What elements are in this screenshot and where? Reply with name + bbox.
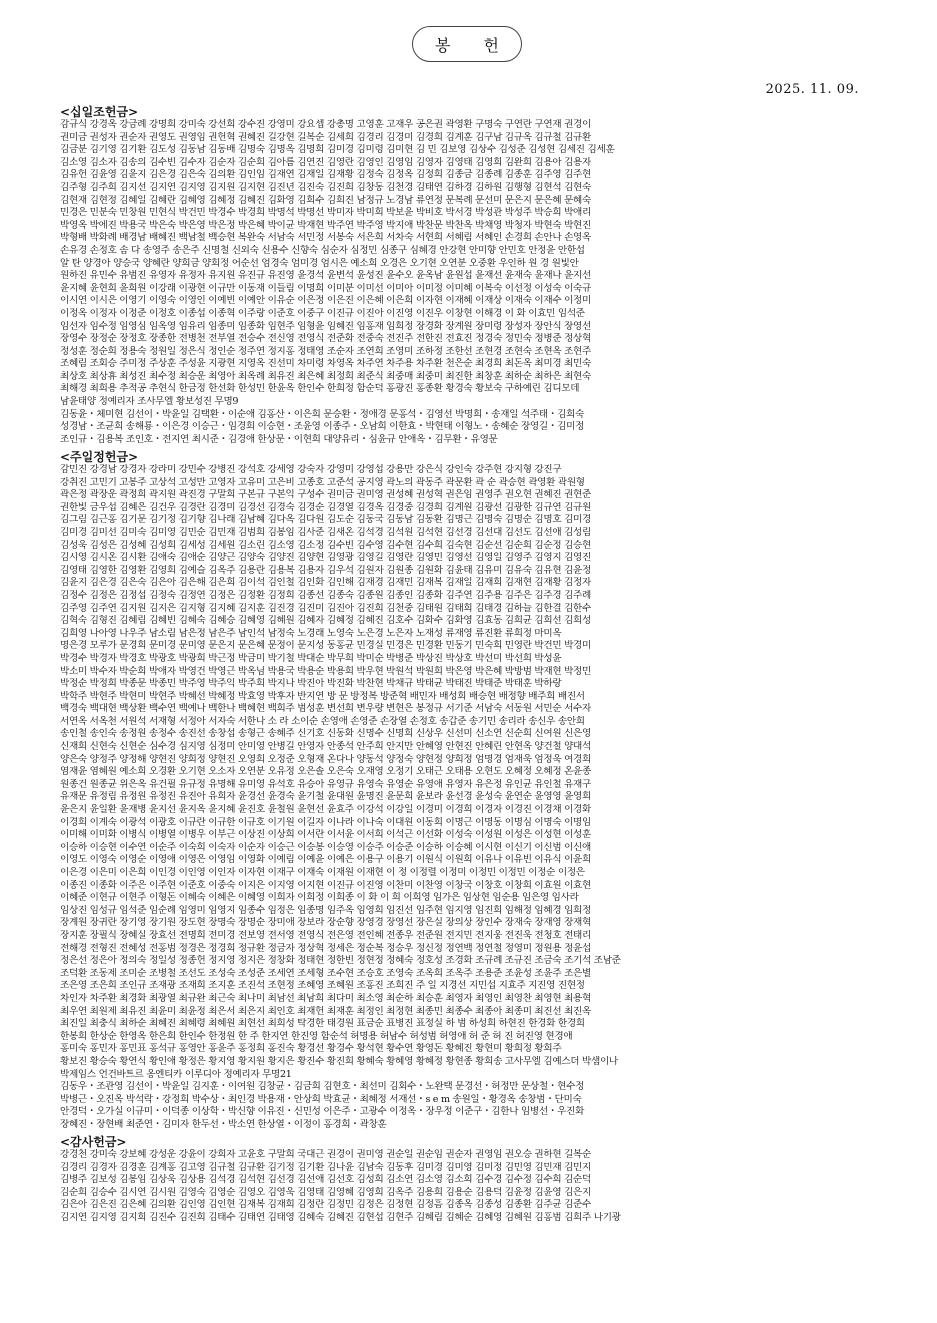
- name-line: 남윤태양 정예리자 조사무엘 황보성진 무명9: [60, 396, 239, 408]
- name-line: 박소미 박수자 박순희 박애자 박영건 박영근 박옥님 박용국 박용순 박용희 박우현 박원석 박원희 박은영 박은혜 박방범 박재현 박정민: [60, 665, 591, 677]
- name-line: 임상진 임성규 임석준 임순례 임영미 임영지 임종수 임정은 임종명 임주옥 임영희 임진선 임주현 임지영 임진희 임해정 임혜경 임희정: [60, 904, 591, 916]
- name-line: 이시연 이시은 이영기 이영숙 이영인 이예빈 이예안 이유순 이은정 이은진 이은혜 이은희 이자현 이재혜 이재상 이재숙 이재수 이정미: [60, 295, 591, 307]
- name-line: 정성훈 정순희 정용숙 정원일 정은식 정인순 정주연 정지홍 정태영 조순자 조연희 조영미 조하정 조한선 조현경 조현숙 조현옥 조현주: [60, 345, 591, 357]
- name-line: 최상호 최상휴 최성진 최수정 최승운 최영아 최옥례 최유진 최은혜 최정희 최준식 최중매 최중미 최진한 최창훈 최하순 최하은 최현숙: [60, 370, 591, 382]
- name-line: 정은선 정은아 정의숙 정일성 정종헌 정지영 정지은 정창화 정태현 정한빈 정현정 정혜숙 정호성 조경화 조규례 조규진 조금숙 조기석 조남준: [60, 955, 621, 967]
- name-line: 민경은 민분숙 민창원 민현식 박건민 박경수 박경희 박명석 박명선 박미자 박미희 박보윤 박비호 박서경 박성관 박성주 박승희 박애리: [60, 207, 591, 219]
- name-line: 강경천 강미숙 강보혜 강성운 강윤이 강희자 고윤호 구말희 국대근 권경이 권미영 권순일 권순임 권순자 권영임 권오승 권하현 길복순: [60, 1149, 591, 1160]
- name-line: 이영도 이영숙 이영순 이영애 이영은 이영임 이영화 이예림 이예윤 이예은 이용구 이용기 이원식 이원희 이유나 이유빈 이유식 이윤희: [60, 854, 591, 866]
- name-line: 김은아 김은진 김은혜 김의환 김인영 김인현 김재복 김재희 김정란 김정민 김정은 김정현 김정흠 김종옥 김종성 김종환 김주균 김준수: [60, 1199, 591, 1211]
- name-line: 성경남・조균희 송해룡・이은경 이승근・임경희 이승현・조윤영 이종주・오남희 이한효・박현태 이형노・송혜순 장영길・김미정: [60, 421, 585, 433]
- name-list: [60, 1149, 876, 1225]
- name-line: 박정순 박정희 박종문 박종민 박주영 박주익 박주희 박지나 박진아 박진화 박찬현 박채규 박태균 박태진 박태준 박태훈 박하랑: [60, 678, 562, 690]
- name-line: 권한빛 금우섭 김혜은 김건우 김경란 김경미 김경선 김경숙 김경순 김경열 김경옥 김경중 김경희 김계원 김광선 김광한 김규연 김규원: [60, 501, 591, 513]
- section-title: <주일정헌금>: [60, 450, 139, 464]
- name-line: 강취진 고민기 고봉주 고상석 고성만 고영자 고유미 고은비 고종호 고준석 공지영 곽노의 곽동주 곽문환 곽 순 곽승현 곽영환 곽원형: [60, 476, 585, 488]
- name-line: 이경희 이계숙 이광석 이광호 이규란 이규한 이규호 이기원 이길자 이나라 이나숙 이대원 이동희 이명근 이명동 이명심 이명숙 이명임: [60, 816, 591, 828]
- name-line: 윤지혜 윤현희 윤희원 이강래 이광현 이규만 이동재 이들림 이명희 이미분 이미선 이미아 이미정 이미혜 이복숙 이선정 이성숙 이숙규: [60, 282, 591, 294]
- name-line: 김주영 김주연 김지원 김지은 김지형 김지혜 김지훈 김진경 김진미 김진아 김진희 김천중 김태원 김태희 김태경 김하늘 김한결 김한수: [60, 602, 591, 614]
- name-line: 최해경 최희용 추적공 추현식 한금정 한선화 한성민 한윤옥 한인수 한희정 함순덕 홍광진 홍종환 황경숙 황보숙 구하예린 김디모데: [60, 383, 580, 395]
- name-line: 김지연 김지영 김지희 김진수 김진희 김태수 김태연 김태영 김혜숙 김혜진 김현섭 김현주 김혜림 김혜순 김혜영 김혜원 김홍범 김희주 나기광: [60, 1211, 621, 1223]
- name-line: 윤은지 윤일환 윤재병 윤지선 윤지옥 윤지혜 윤진호 윤철원 윤현선 윤효주 이강석 이강일 이경미 이경희 이경자 이경진 이경채 이경화: [60, 804, 591, 816]
- name-line: 손유경 손정호 솜 다 송영주 송은주 신명철 신외숙 신용수 신향숙 심순자 심정민 심종구 심혜경 안강현 안미향 안민호 안정윤 안한섭: [60, 244, 585, 256]
- name-line: 한봉희 한상순 한영옥 한은희 한인수 한정원 한 주 한지연 한진영 함순석 허명용 허남수 허성범 허영애 허 준 허 진 허진영 현경애: [60, 1030, 573, 1042]
- name-line: 조혜림 조회승 주미정 주상훈 주성윤 지광현 지영옥 진선미 차미령 차영옥 차주연 차주용 차주환 천은순 최경희 최돈옥 최미경 최민숙: [60, 358, 591, 370]
- name-line: 신재희 신현숙 신현순 심수경 심지영 심정미 안미영 안병길 안영자 안종석 안주희 안지만 안혜영 안현진 안혜린 안현옥 양건철 양대석: [60, 741, 591, 753]
- name-line: 차인자 차주환 최경화 최광열 최규완 최근숙 최나미 최남선 최남희 최다미 최소영 최순하 최승훈 최영자 최영인 최영찬 최영현 최용혁: [60, 992, 591, 1004]
- name-line: 김영태 김영한 김영환 김영희 김예슬 김옥주 김용란 김용복 김용자 김우석 김원자 김원종 김원화 김윤태 김유미 김유숙 김유현 김윤정: [60, 564, 591, 576]
- name-line: 전해경 전형진 전혜성 전홍범 정경은 정경희 정규환 정금자 정상혁 정세은 정순복 정승우 정신정 정연백 정연철 정영미 정원용 정윤섭: [60, 942, 591, 954]
- name-line: 이승하 이승현 이수연 이순주 이숙희 이숙자 이순자 이승근 이승봉 이승영 이승주 이승준 이승하 이승혜 이시현 이신기 이신범 이신애: [60, 841, 591, 853]
- tithe-offering-section: [60, 105, 876, 446]
- thanksgiving-offering-section: [60, 1135, 876, 1225]
- name-line: 감민진 강경남 강경자 강라미 강민수 강병진 강석호 강세영 강숙자 강영미 강영섭 강용만 강은식 강인숙 강주현 강지형 강진구: [60, 464, 562, 475]
- name-line: 양은숙 양정주 양정해 양현진 양희정 양현진 오영희 오정준 오형재 온다나 양동석 양정숙 양현정 양희정 엄명경 엄재욱 엄정욱 여경희: [60, 753, 591, 765]
- name-line: 권미금 권성자 권순자 권영도 권영임 권헌혁 권혜진 길강현 길복순 김세희 김경리 김경미 김경희 김계훈 김구남 김규옥 김규철 김규환: [60, 131, 591, 143]
- name-line: 조덕환 조동제 조미순 조병철 조선도 조성숙 조성준 조세연 조세형 조수현 조승호 조영숙 조옥희 조옥주 조용준 조윤성 조윤주 조은별: [60, 967, 591, 979]
- name-line: 원종건 원종균 위은옥 유건필 유규정 유명해 유미영 유석호 유승아 유영규 유영숙 유영순 유영애 유영자 유은정 유인균 유인철 유재구: [60, 778, 591, 790]
- page-title: 봉 헌: [412, 26, 522, 62]
- name-line: 박병근・오진옥 박석락・강정희 박수상・최인경 박용재・안상희 박효균・최혜정 서재선・s e m 송원일・황경옥 송창범・단미숙: [60, 1093, 582, 1105]
- date-label: 2025. 11. 09.: [765, 82, 859, 97]
- name-line: 곽은정 곽장운 곽정희 곽지원 곽진경 구말희 구본규 구본익 구성수 권미금 권미영 권성혜 권성혁 권은임 권영주 권오현 권혜진 권현준: [60, 489, 591, 501]
- name-list: [60, 464, 876, 1131]
- name-line: 김성욱 김성은 김성혜 김성희 김세성 김세원 김소린 김소영 김소정 김수빈 김수영 김수현 김수희 김숙현 김순선 김순희 김순정 김승현: [60, 539, 591, 551]
- name-line: 이혜준 이현규 이현주 이형돈 이혜숙 이혜은 이혜영 이희자 이희정 이희종 이 화 이 희 이희영 임가은 임상현 임순용 임은영 임사라: [60, 892, 579, 904]
- name-line: 김희영 나아영 나우주 남소림 남은정 남은주 남인석 남정숙 노경래 노영숙 노은경 노은자 노재성 류재영 류진환 류희정 마미옥: [60, 627, 562, 639]
- name-line: 박영옥 박에진 박용국 박은숙 박은영 박은정 박은혜 박이균 박재현 박주연 박주영 박지애 박찬문 박찬옥 박채영 박청자 박현숙 박현진: [60, 219, 591, 231]
- name-line: 이은경 이은미 이은희 이인경 이인영 이인자 이자현 이재구 이재숙 이재원 이재현 이 정 이정렬 이정미 이정민 이정민 이정순 이정은: [60, 867, 585, 878]
- name-line: 서연옥 서옥천 서원석 서재형 서정아 서자숙 서한나 소 라 소이순 손영애 손영준 손장열 손정호 송갑준 송기민 송리라 송신우 송안희: [60, 715, 585, 727]
- name-line: 이종진 이종화 이주은 이주현 이준호 이중숙 이지은 이지영 이지현 이진규 이진영 이찬미 이찬영 이창국 이창호 이창희 이효원 이효현: [60, 879, 591, 891]
- name-line: 김소영 김소자 김송의 김수빈 김수자 김순자 김순희 김아름 김연진 김영란 김영인 김영임 김영자 김영태 김영희 김완희 김용아 김용자: [60, 156, 591, 168]
- name-line: 황보진 황승숙 황연식 황인애 황정은 황지영 황지원 황지은 황진수 황진희 황혜숙 황혜영 황혜정 황현종 황희송 고사무엘 김예스더 박샘이나: [60, 1055, 618, 1067]
- name-line: 장지훈 장필식 장혜실 장효선 전명희 전미경 전보영 전서영 전영식 전은영 전인혜 전종우 전준원 전지민 전지웅 전진욱 전청호 전태리: [60, 929, 591, 941]
- name-line: 명은경 모루가 문경희 문미경 문미영 문은지 문은혜 문정이 문지성 동홍균 민경실 민경은 민경환 민동기 민숙희 민영란 박건민 박경미: [60, 640, 591, 652]
- name-line: 유재문 유정림 유정원 유정진 유진아 유희자 윤경선 윤경숙 윤기철 윤대원 윤명진 윤문희 윤보라 윤선경 윤성숙 윤연순 윤영영 윤영희: [60, 791, 591, 803]
- name-line: 박형배 박화례 배경남 배혜진 백남철 백승현 복완숙 서남숙 서민정 서봉숙 서은희 서차숙 서현희 서혜림 서혜인 손경희 손안나 손영옥: [60, 232, 591, 244]
- name-line: 김그림 김근홍 김기문 김기정 김기향 김나래 김남혜 김다옥 김다원 김도순 김동국 김동남 김동환 김명근 김명숙 김명순 김명호 김미경: [60, 514, 591, 526]
- name-line: 김윤지 김은경 김은숙 김은아 김은해 김은희 김이석 김인철 김인화 김인해 김재경 김재민 김재복 김재일 김재희 김재현 김재황 김정자: [60, 577, 591, 589]
- name-line: 김유헌 김윤영 김윤지 김은경 김은숙 김의환 김인임 김재연 김재일 김재황 김정숙 김정옥 김정희 김종금 김종례 김종훈 김주영 김주현: [60, 169, 591, 181]
- name-line: 송인철 송인숙 송정원 송정수 송진선 송창섭 송형근 송혜주 신기호 신동화 신명수 신명희 신상우 신선미 신소연 신순희 신여원 신은영: [60, 728, 591, 740]
- name-line: 이미해 이미화 이병식 이병열 이병우 이부근 이상진 이상희 이서란 이서윤 이서희 이석근 이선화 이성숙 이성원 이성은 이성현 이성훈: [60, 829, 591, 841]
- name-line: 알 탄 양경아 양승국 양혜란 양희금 양희정 어순선 엄경숙 엄미경 엄시은 예소희 오경은 오기현 오연분 오중환 우인하 원 경 원빛안: [60, 257, 579, 269]
- name-line: 염재윤 염혜원 예소희 오경환 오기현 오소자 오연분 오유정 오은솔 오은숙 오재영 오정기 오태근 오태용 오현도 오혜정 오혜정 온윤종: [60, 766, 591, 778]
- name-line: 조인규・김용복 조인호・전지연 최시준・김경애 한상문・이현희 대양유리・심윤규 안애옥・김무환・유영문: [60, 433, 498, 445]
- name-line: 장계원 장귀란 장기영 장기원 장도현 장명숙 장명순 장미애 장보라 장순향 장영경 장영선 장은실 장의상 장인수 장재숙 장재영 장재혁: [60, 917, 591, 929]
- section-title: <십일조헌금>: [60, 105, 139, 119]
- name-line: 박학주 박현주 박현미 박현주 박혜선 박혜정 박효영 박후자 반지연 방 문 방정복 방준혁 배민자 배성희 배승현 배정향 배주희 배진서: [60, 690, 585, 702]
- sunday-offering-section: [60, 450, 876, 1131]
- name-list: [60, 119, 876, 446]
- name-line: 김주형 김주희 김지선 김지연 김지영 김지원 김지현 김진년 김진숙 김진희 김창동 김천경 김태연 김하경 김하원 김행형 김현석 김현숙: [60, 181, 591, 193]
- name-line: 백경숙 백대현 백상환 백수연 백예나 백한나 백혜현 백희주 범성훈 변선희 변우량 변현은 봉정규 서기준 서남숙 서동원 서민순 서수자: [60, 703, 591, 715]
- name-line: 김금분 김기영 김기환 김도성 김동남 김동배 김명숙 김명옥 김명희 김미경 김미령 김미현 김 민 김보영 김상수 김성준 김성현 김세진 김세훈: [60, 144, 615, 156]
- name-line: 최우연 최원제 최유진 최윤미 최윤정 최은서 최은지 최인호 최재헌 최재훈 최정인 최정현 최종민 최종수 최종아 최종미 최진선 최진옥: [60, 1005, 591, 1017]
- name-line: 원하진 유민수 유범진 유영자 유정자 유지원 유진규 유진영 윤경석 윤변석 윤성진 윤수오 윤옥남 윤원섭 윤재선 윤재숙 윤재나 윤지선: [60, 270, 591, 282]
- name-line: 최진일 최충식 최하순 최혜진 최혜령 최혜원 최현선 최희성 탁경한 태경원 표금순 표병진 표정실 하 범 하성희 하현진 한경화 한경희: [60, 1018, 585, 1030]
- section-title: <감사헌금>: [60, 1135, 127, 1149]
- name-line: 김미경 김미선 김미숙 김미영 김민순 김민재 김범희 김봉임 김사준 김새온 김석경 김석원 김석현 김선경 김선대 김선도 김선애 김성림: [60, 526, 591, 538]
- name-line: 감규식 강경옥 강금례 강명희 강미숙 강선희 강수진 강영미 강요셉 강총명 고영훈 고재우 공은권 곽영환 구명숙 구연란 구연재 권경이: [60, 119, 591, 130]
- name-line: 조은영 조은희 조인규 조재광 조재희 조지훈 조진석 조현정 조혜영 조혜원 조홍진 조희진 주 일 지경선 지민섭 지효주 지진영 진현정: [60, 980, 585, 992]
- name-line: 박제임스 언건바트르 옹엔티카 이루디아 정예리자 무명21: [60, 1068, 292, 1080]
- name-line: 홍미숙 홍민자 홍민표 홍석규 홍영안 홍윤주 홍정희 홍진숙 황경선 황경수 황석현 황수연 황영돈 황혜진 황현미 황희정 황희주: [60, 1043, 562, 1055]
- name-line: 안경덕・오가실 이규미・이덕종 이상학・박신향 이유진・신민성 이은주・고광수 이정옥・장우정 이준구・김한나 임병선・우진화: [60, 1106, 585, 1118]
- name-line: 박경수 박경자 박경호 박광호 박광희 박근정 박금미 박기철 박대순 박무희 박미순 박병준 박상진 박상호 박선미 박선희 박성윤: [60, 652, 562, 664]
- name-line: 장혜진・장현배 최준연・김미자 한두선・박소연 한상열・이정이 홍경희・곽창훈: [60, 1118, 387, 1130]
- name-line: 임선자 임수정 임영심 임옥영 임유리 임종미 임종화 임현주 임형윤 임혜진 임홍재 임희정 장경화 장계원 장미령 장성자 장안식 장영선: [60, 320, 591, 332]
- name-line: 김경리 김경자 김경훈 김계홍 김고영 김규철 김규환 김기정 김기환 김나윤 김남숙 김동후 김미경 김미영 김미정 김민영 김민재 김민지: [60, 1161, 591, 1173]
- name-line: 김정수 김정은 김정섭 김정숙 김정연 김정은 김정환 김정희 김종선 김종숙 김종원 김종인 김종화 김주연 김주용 김주은 김주경 김주례: [60, 589, 591, 601]
- name-line: 김혁숙 김형진 김혜림 김혜빈 김혜숙 김혜승 김혜영 김혜원 김혜자 김혜정 김혜진 김호수 김화수 김화영 김효동 김희균 김희선 김희성: [60, 615, 591, 627]
- name-line: 김시영 김시온 김시환 김애숙 김애순 김양근 김양숙 김양진 김양현 김영광 김영길 김영란 김영민 김영선 김영일 김영주 김영지 김영진: [60, 552, 591, 564]
- name-line: 김동윤・체미현 김선이・박윤일 김택환・이순애 김홍산・이은희 문승환・정애경 문홍석・김영선 박명희・송재일 석주태・김희숙: [60, 408, 585, 420]
- name-line: 김순희 김승수 김시연 김시원 김영숙 김영순 김영오 김영욱 김영태 김영혜 김영희 김옥주 김용희 김용순 김용덕 김윤정 김윤영 김은지: [60, 1186, 591, 1198]
- name-line: 김현재 김현정 김혜일 김혜란 김혜영 김혜정 김혜진 김화영 김희수 김희진 남정규 노경남 류연정 문복례 문선미 문은지 문은혜 문혜숙: [60, 194, 591, 206]
- name-line: 김동우・조관영 김선이・박윤일 김지훈・이여원 김창균・김금희 김현호・최선미 김회수・노완택 문경선・허정만 문상철・현수정: [60, 1081, 585, 1093]
- name-line: 김병주 김보성 김봉임 김상욱 김상용 김석경 김석현 김선경 김선애 김선호 김성희 김소연 김소영 김소희 김수경 김수정 김수희 김순덕: [60, 1174, 591, 1186]
- name-line: 장영수 장정순 장정호 장종한 전병천 전부열 전승수 전신영 전영식 전준화 전중숙 전진주 전한진 전효진 정경숙 정민숙 정병준 정상혁: [60, 333, 591, 345]
- name-line: 이정옥 이정자 이정준 이정호 이종섭 이종혁 이주랑 이준호 이중구 이진규 이진아 이진영 이진우 이창현 이해경 이 화 이효민 임석준: [60, 307, 585, 319]
